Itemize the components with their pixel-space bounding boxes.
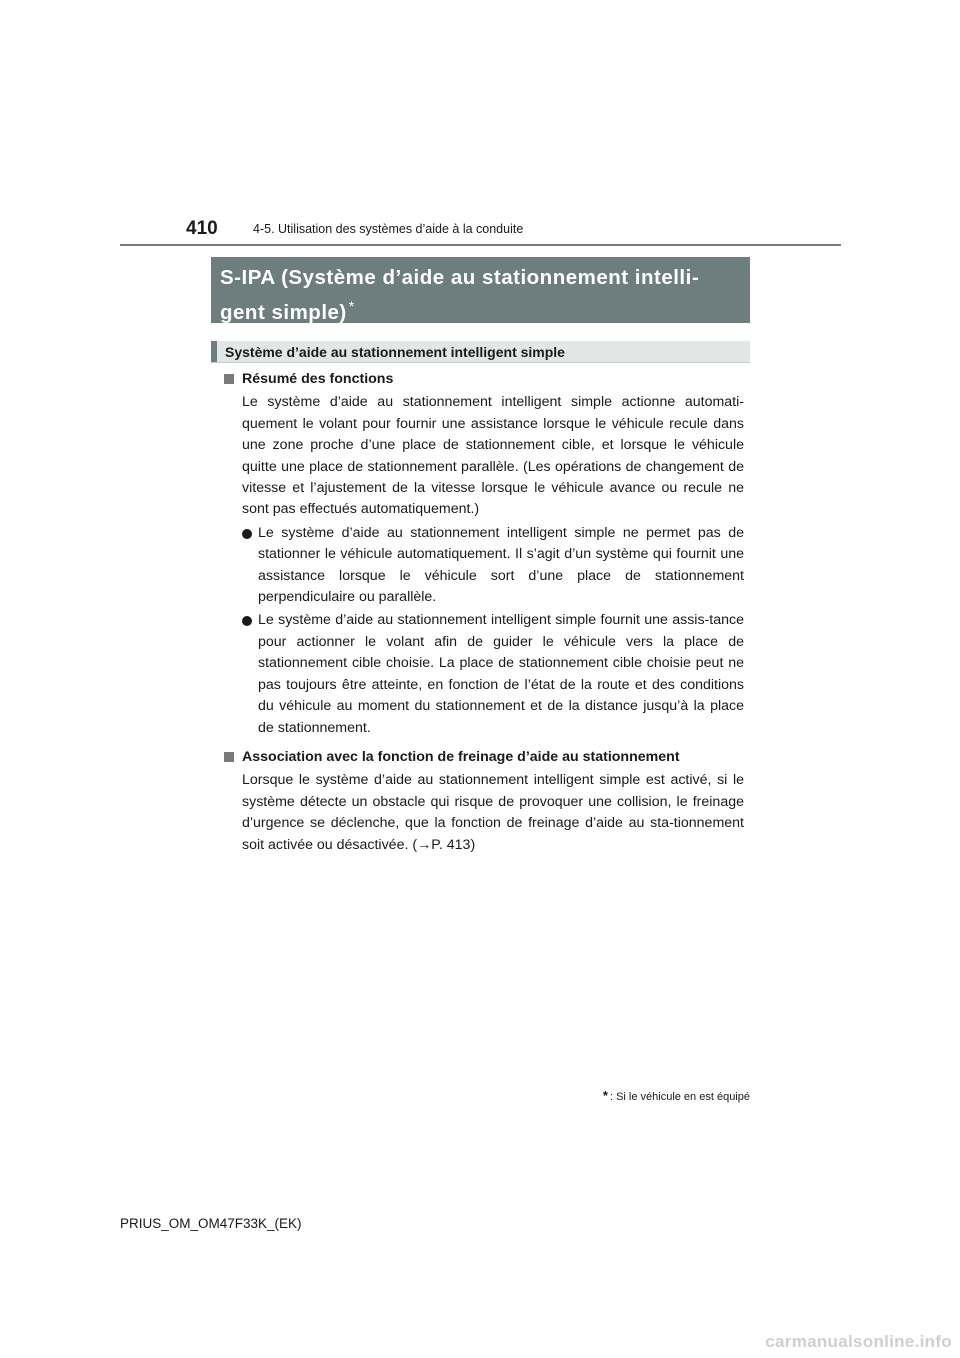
subheading: Système d’aide au stationnement intelligent simple	[225, 344, 565, 360]
section-paragraph: Le système d’aide au stationnement intelligent simple actionne automati-quement le volant pour fournir une assistance lorsque le véhicule recule dans une zone proche d’une place de stationnement cible, et lorsque le véhicule quitte une place de stationnement parallèle. (Les opérations de changement de vitesse et l’ajustement de la vitesse lorsque le véhicule avance ou recule ne sont pas effectués automatiquement.)	[242, 394, 744, 518]
section-paragraph: Lorsque le système d’aide au stationnement intelligent simple est activé, si le système détecte un obstacle qui risque de provoquer une collision, le freinage d’urgence se déclenche, que la fonction de freinage d’aide au sta-tionnement soit activée ou désactivée. (→P. 413)	[242, 772, 744, 853]
section-heading: Résumé des fonctions	[224, 369, 744, 390]
footnote-text: : Si le véhicule en est équipé	[609, 1091, 750, 1103]
bullet-dot-icon	[242, 529, 252, 539]
bullet-dot-icon	[242, 616, 252, 626]
square-bullet-icon	[224, 752, 234, 762]
header-divider	[120, 244, 841, 246]
document-code: PRIUS_OM_OM47F33K_(EK)	[120, 1216, 302, 1231]
list-item: Le système d’aide au stationnement intelligent simple fournit une assis-tance pour actionner le volant afin de guider le véhicule vers la place de stationnement cible choisie. La place de stationnement cible choisie peut ne pas toujours être atteinte, en fonction de l’état de la route et des conditions du véhicule au moment du stationnement et de la distance jusqu’à la place de stationnement.	[242, 610, 744, 738]
subheading-accent	[211, 341, 217, 362]
title-asterisk: *	[348, 298, 355, 314]
footnote	[603, 1088, 750, 1103]
list-item: Le système d’aide au stationnement intelligent simple ne permet pas de stationner le véhicule automatiquement. Il s’agit d’un système qui fournit une assistance lorsque le véhicule sort d’une place de stationnement perpendiculaire ou parallèle.	[242, 523, 744, 609]
subheading-bar	[211, 341, 750, 363]
footnote-asterisk: *	[602, 1088, 608, 1103]
title-line-2: gent simple)	[220, 300, 347, 324]
page-title	[220, 263, 740, 327]
watermark: carmanualsonline.info	[765, 1332, 952, 1351]
main-content	[224, 369, 744, 858]
page-number: 410	[186, 218, 218, 239]
title-box	[211, 257, 750, 323]
section-header: 4-5. Utilisation des systèmes d’aide à la conduite	[253, 222, 524, 236]
title-line-1: S-IPA (Système d’aide au stationnement intelli-	[220, 266, 700, 289]
section-heading: Association avec la fonction de freinage d’aide au stationnement	[224, 747, 744, 768]
square-bullet-icon	[224, 374, 234, 384]
